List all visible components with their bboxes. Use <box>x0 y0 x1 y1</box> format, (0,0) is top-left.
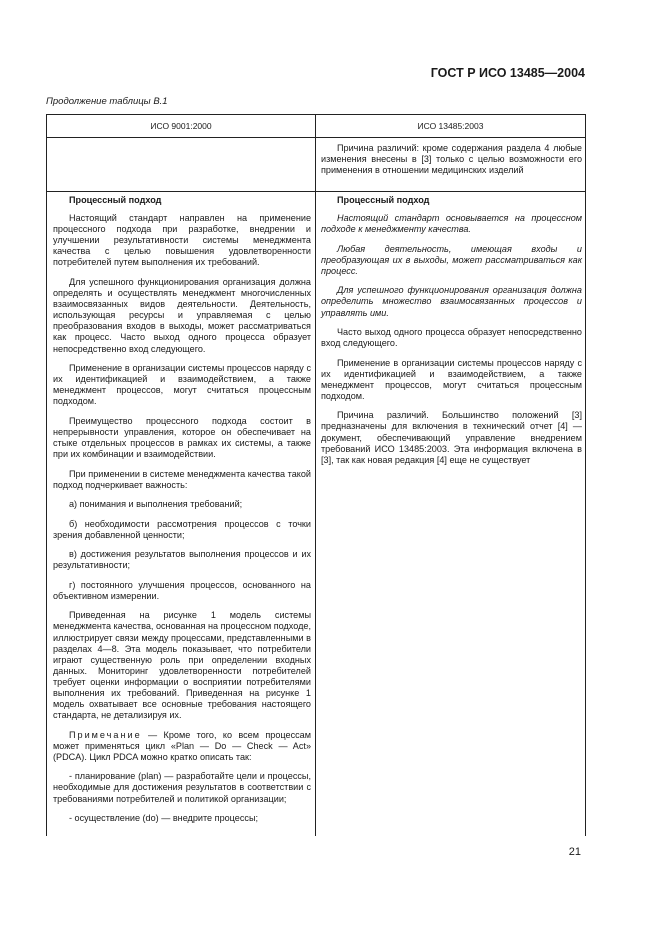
left-paragraph: Преимущество процессного подхода состоит в непрерывности управления, которое он обеспечивает на стыке отдельных процессов в рамках их системы, а также при их комбинации и взаимодействии. <box>53 415 311 460</box>
left-section-title: Процессный подход <box>69 195 162 205</box>
row1-right-cell <box>321 143 582 185</box>
row1-right-text: Причина различий: кроме содержания раздела 4 любые изменения внесены в [3] только с целью возможности его применения в отношении медицинских изделий <box>321 143 582 176</box>
left-list-item: - осуществление (do) — внедрите процессы; <box>69 813 259 823</box>
table-continuation-caption: Продолжение таблицы В.1 <box>46 96 168 107</box>
left-list-item: - планирование (plan) — разработайте цели и процессы, необходимые для достижения результатов в соответствии с требованиями потребителей и политикой организации; <box>53 771 311 804</box>
right-paragraph: Настоящий стандарт основывается на процессном подходе к менеджменту качества. <box>321 213 582 235</box>
comparison-table <box>46 114 586 836</box>
table-header <box>47 115 585 138</box>
left-cell-process-approach <box>53 195 311 832</box>
left-paragraph: Настоящий стандарт направлен на применение процессного подхода при разработке, внедрении и улучшении результативности системы менеджмента качества с целью повышения удовлетворенности потребителей путем выполнения их требований. <box>53 213 311 268</box>
note-label: Примечание <box>69 729 142 740</box>
document-code: ГОСТ Р ИСО 13485—2004 <box>430 66 585 80</box>
right-paragraph: Часто выход одного процесса образует непосредственно вход следующего. <box>321 327 582 349</box>
left-paragraph: При применении в системе менеджмента качества такой подход подчеркивает важность: <box>53 468 311 490</box>
right-section-title: Процессный подход <box>337 195 430 205</box>
column-header-iso13485: ИСО 13485:2003 <box>417 121 484 131</box>
right-cell-process-approach <box>321 195 582 474</box>
note-text: — Кроме того, ко всем процессам может применяться цикл «Plan — Do — Check — Act» (PDCA). Цикл PDCA можно кратко описать так: <box>53 729 311 762</box>
left-list-item: в) достижения результатов выполнения процессов и их результативности; <box>53 549 311 571</box>
left-paragraph: Применение в организации системы процессов наряду с их идентификацией и взаимодействием, а также менеджмент процессов, могут считаться процессным подходом. <box>53 363 311 407</box>
right-paragraph: Причина различий. Большинство положений [3] предназначены для включения в технический отчет [4] — документ, обеспечивающий управление внедрением требований ИСО 13485:2003. Эта информация включена в [3], так как новая редакция [4] еще не существует <box>321 410 582 465</box>
right-paragraph: Любая деятельность, имеющая входы и преобразующая их в выходы, может рассматриваться как процесс. <box>321 243 582 276</box>
column-header-iso9001: ИСО 9001:2000 <box>150 121 212 131</box>
left-list-item: б) необходимости рассмотрения процессов с точки зрения добавленной ценности; <box>53 518 311 540</box>
row-divider <box>47 191 585 192</box>
column-divider <box>315 115 316 836</box>
page-number: 21 <box>568 846 581 858</box>
left-paragraph: Для успешного функционирования организация должна определять и осуществлять менеджмент многочисленных взаимосвязанных видов деятельности. Деятельность, использующая ресурсы и управляемая с целью преобразования входов в выходы, может рассматриваться как процесс. Часто выход одного процесса образует непосредственно вход следующего. <box>53 276 311 354</box>
left-note <box>53 730 311 763</box>
right-paragraph: Применение в организации системы процессов наряду с их идентификацией и взаимодействием, а также менеджмент процессов, могут считаться процессным подходом. <box>321 357 582 401</box>
left-list-item: а) понимания и выполнения требований; <box>69 499 243 510</box>
right-paragraph: Для успешного функционирования организация должна определить множество взаимосвязанных процессов и управлять ими. <box>321 285 582 318</box>
left-paragraph: Приведенная на рисунке 1 модель системы менеджмента качества, основанная на процессном подходе, иллюстрирует связи между процессами, представленными в разделах 4—8. Эта модель показывает, что потребители играют существенную роль при определении входных данных. Мониторинг удовлетворенности потребителей требует оценки информации о восприятии потребителями выполнения их требований. Приведенная на рисунке 1 модель охватывает все основные требования настоящего стандарта, не детализируя их. <box>53 610 312 721</box>
left-list-item: г) постоянного улучшения процессов, основанного на объективном измерении. <box>53 579 311 601</box>
